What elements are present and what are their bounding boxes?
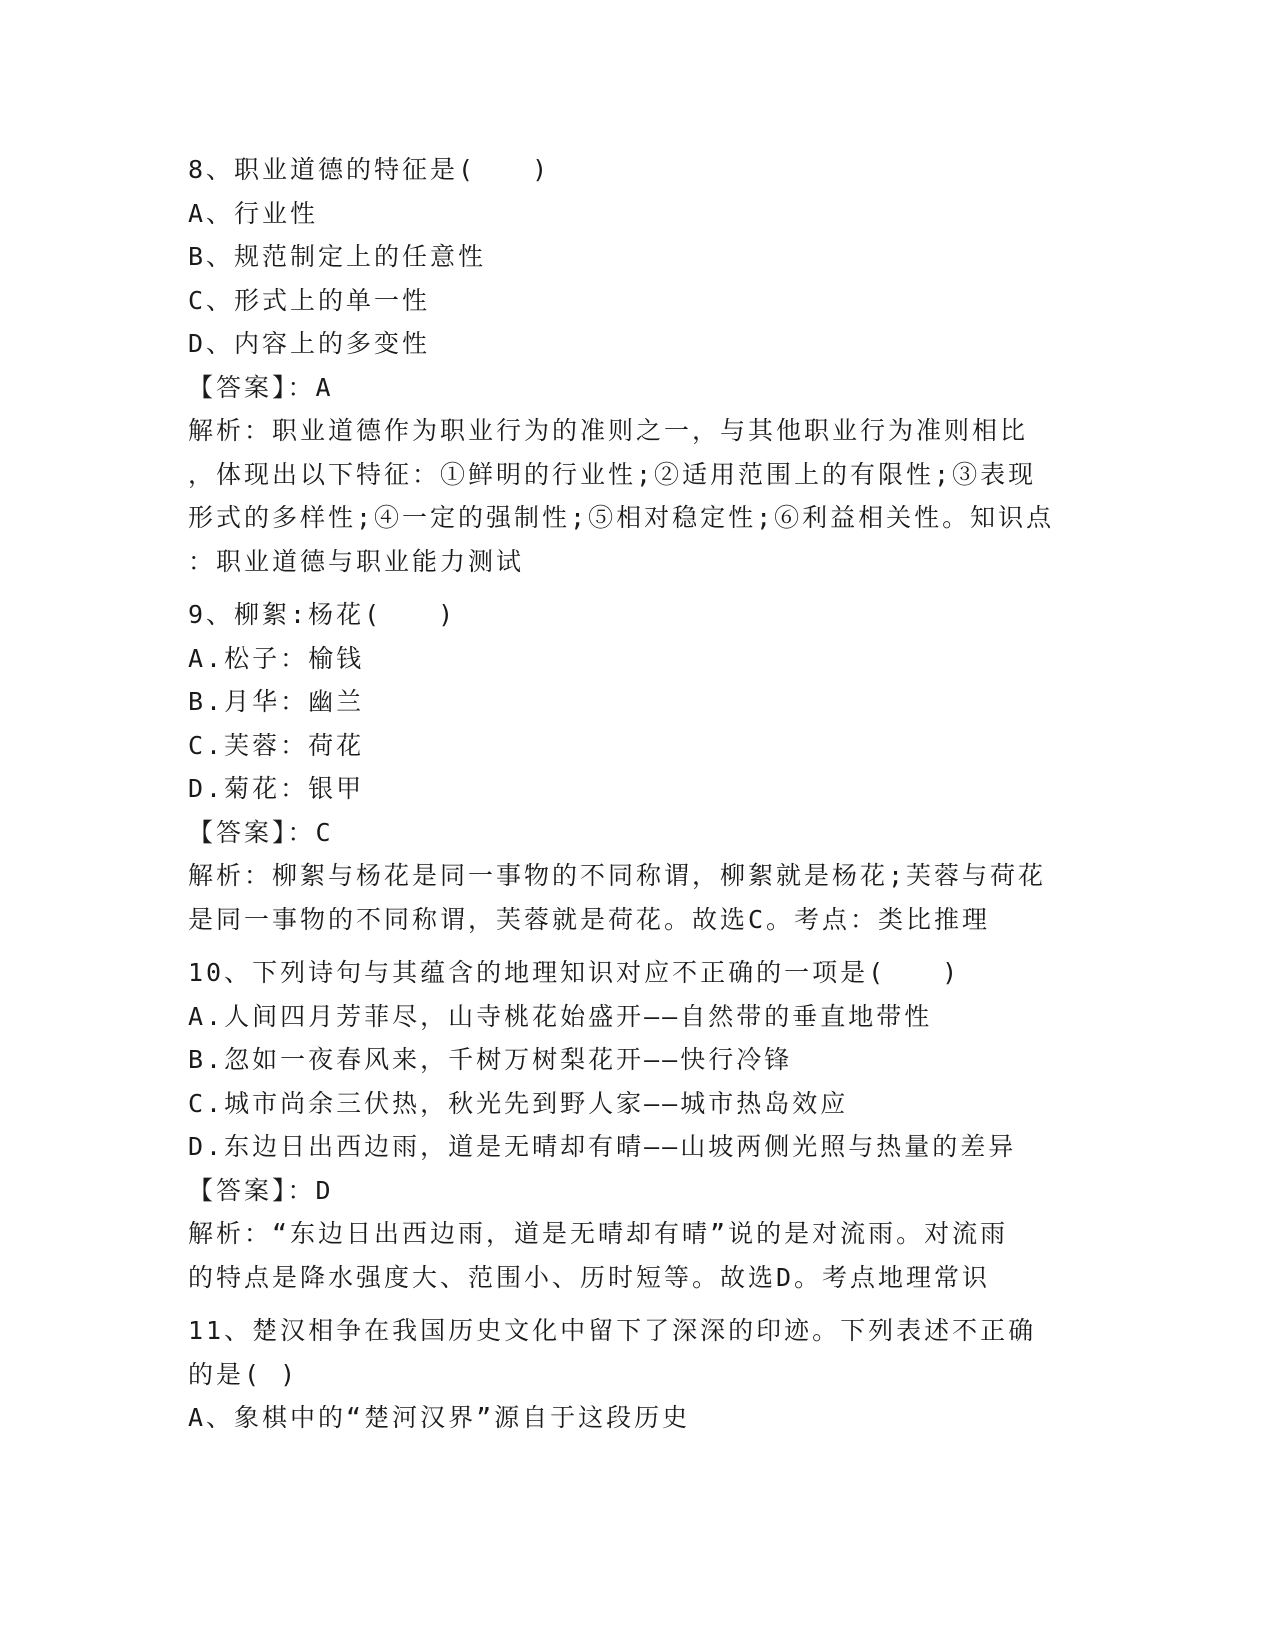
analysis-line: ，体现出以下特征：①鲜明的行业性;②适用范围上的有限性;③表现 — [188, 459, 1037, 489]
option-c: C.芙蓉：荷花 — [188, 730, 365, 760]
analysis-line: 解析：职业道德作为职业行为的准则之一，与其他职业行为准则相比 — [188, 416, 1029, 445]
answer: 【答案】：D — [188, 1175, 334, 1205]
document-page — [188, 148, 1088, 1440]
question-10 — [188, 951, 1088, 1299]
option-a: A、象棋中的“楚河汉界”源自于这段历史 — [188, 1403, 691, 1432]
analysis-line: 形式的多样性;④一定的强制性;⑤相对稳定性;⑥利益相关性。知识点 — [188, 503, 1055, 532]
option-b: B.忽如一夜春风来，千树万树梨花开——快行冷锋 — [188, 1045, 793, 1074]
answer: 【答案】：A — [188, 372, 334, 402]
option-c: C、形式上的单一性 — [188, 285, 431, 315]
question-stem: 11、楚汉相争在我国历史文化中留下了深深的印迹。下列表述不正确 — [188, 1316, 1037, 1345]
analysis-line: 解析：“东边日出西边雨，道是无晴却有晴”说的是对流雨。对流雨 — [188, 1219, 1009, 1248]
option-d: D、内容上的多变性 — [188, 329, 431, 358]
option-c: C.城市尚余三伏热，秋光先到野人家——城市热岛效应 — [188, 1088, 849, 1118]
spacer — [188, 941, 1088, 951]
analysis-line: 的特点是降水强度大、范围小、历时短等。故选D。考点地理常识 — [188, 1262, 991, 1292]
option-a: A.人间四月芳菲尽，山寺桃花始盛开——自然带的垂直地带性 — [188, 1001, 933, 1031]
question-9 — [188, 593, 1088, 941]
question-stem: 10、下列诗句与其蕴含的地理知识对应不正确的一项是( ) — [188, 958, 961, 987]
analysis-line: 解析：柳絮与杨花是同一事物的不同称谓，柳絮就是杨花;芙蓉与荷花 — [188, 861, 1047, 890]
option-b: B、规范制定上的任意性 — [188, 242, 487, 271]
spacer — [188, 1299, 1088, 1309]
option-a: A、行业性 — [188, 198, 319, 228]
question-stem: 8、职业道德的特征是( ) — [188, 155, 551, 184]
option-a: A.松子：榆钱 — [188, 643, 365, 673]
question-stem: 9、柳絮:杨花( ) — [188, 600, 457, 629]
option-d: D.菊花：银甲 — [188, 774, 365, 803]
question-11 — [188, 1309, 1088, 1440]
analysis-line: ：职业道德与职业能力测试 — [188, 546, 525, 576]
question-stem: 的是( ) — [188, 1359, 299, 1389]
option-d: D.东边日出西边雨，道是无晴却有晴——山坡两侧光照与热量的差异 — [188, 1132, 1017, 1161]
spacer — [188, 583, 1088, 593]
analysis-line: 是同一事物的不同称谓，芙蓉就是荷花。故选C。考点：类比推理 — [188, 904, 991, 934]
option-b: B.月华：幽兰 — [188, 687, 365, 716]
question-8 — [188, 148, 1088, 583]
answer: 【答案】：C — [188, 817, 334, 847]
